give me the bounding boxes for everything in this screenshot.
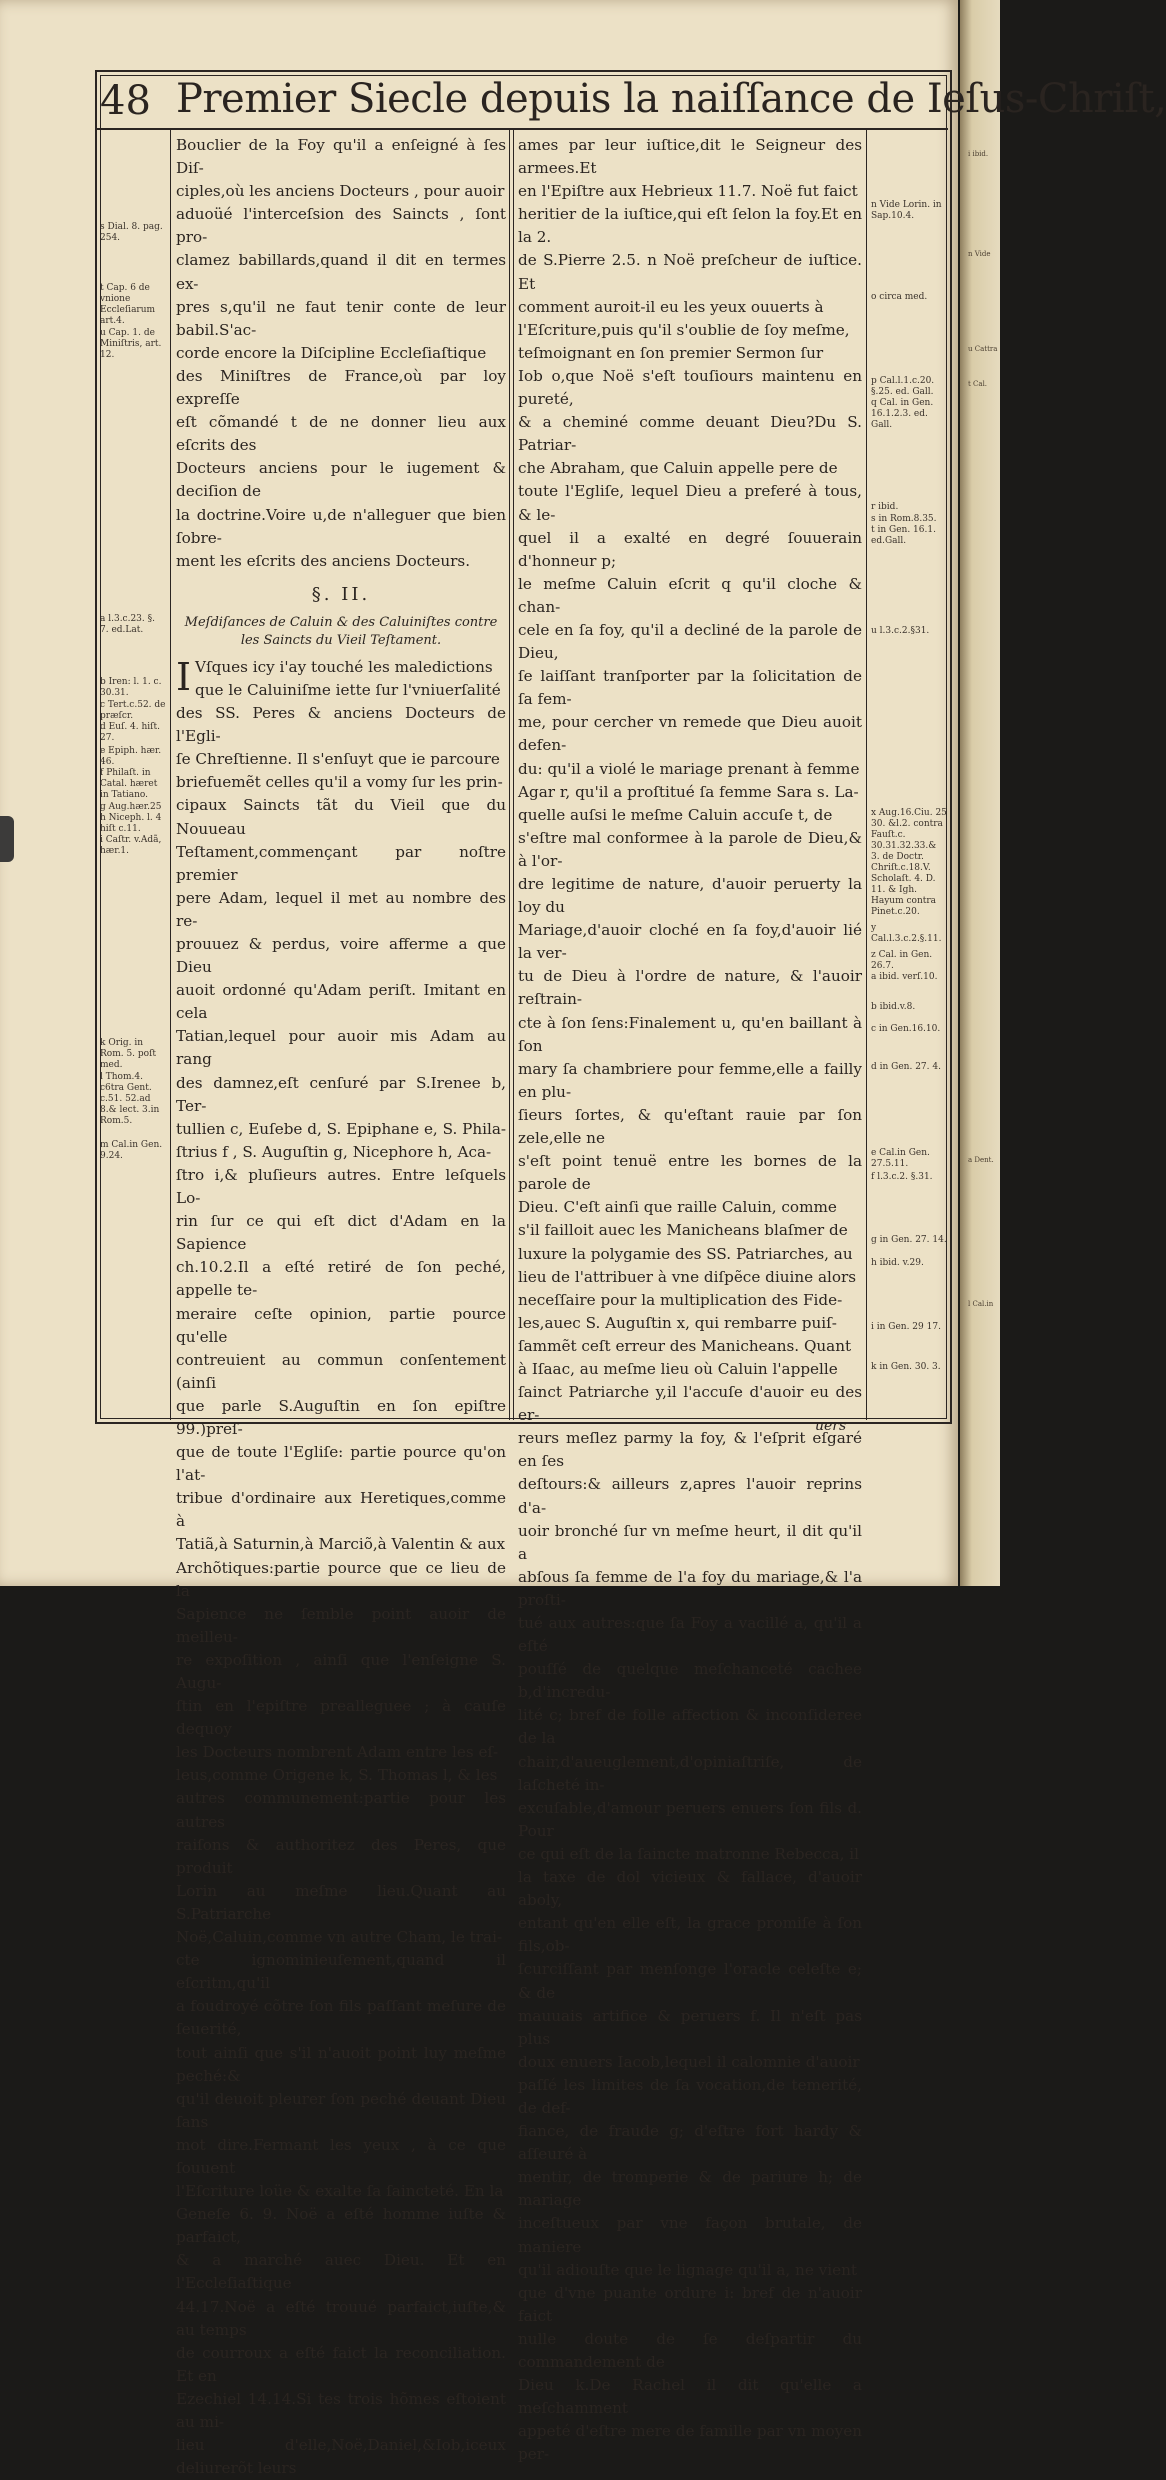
facing-page-note: n Vide (968, 250, 991, 258)
text-line: luxure la polygamie des SS. Patriarches, au (518, 1244, 853, 1263)
right-margin-rule (866, 130, 867, 1420)
text-line: la doctrine.Voire u,de n'alleguer que bien ſobre- (176, 505, 506, 547)
text-line: de courroux a eſté faict la reconciliation. Et en (176, 2343, 506, 2385)
margin-note: b Iren: l. 1. c. 30.31. (100, 677, 162, 698)
margin-note: e Cal.in Gen. 27.5.11. (871, 1148, 930, 1169)
facing-page-note: i ibid. (968, 150, 989, 158)
text-line: toute l'Egliſe, lequel Dieu a preferé à tous, & le- (518, 482, 862, 524)
text-line: contreuient au commun conſentement (ainſi (176, 1350, 506, 1392)
text-line: mary ſa chambriere pour femme,elle a failly en plu- (518, 1059, 862, 1101)
text-line: dre legitime de nature, d'auoir peruerty la loy du (518, 875, 862, 917)
text-line: l'Eſcriture loüe & exalte ſa ſaincteté. En la (176, 2182, 504, 2201)
text-line: ſe Chreſtienne. Il s'enſuyt que ie parcoure (176, 750, 500, 769)
facing-page-note: a Dent. (968, 1156, 994, 1164)
text-line: des Miniſtres de France,où par loy expreſſe (176, 366, 506, 409)
text-line: s'eſt point tenuë entre les bornes de la parole de (518, 1152, 862, 1194)
text-line: autres communement:partie pour les autres (176, 1789, 506, 1831)
text-line: ames par leur iuſtice,dit le Seigneur des armees.Et (518, 136, 862, 178)
facing-page-edge (960, 0, 1000, 1586)
text-line: ce qui eſt de la ſaincte matronne Rebecca, il (518, 1844, 859, 1863)
text-line: ciples,où les anciens Docteurs , pour auoir (176, 182, 505, 201)
text-line: s'il failloit auec les Manicheans blaſmer de (518, 1221, 848, 1240)
text-line: prouuez & perdus, voire afferme a que Dieu (176, 935, 506, 977)
text-line: des SS. Peres & anciens Docteurs de l'Egli- (176, 704, 506, 746)
text-line: ſtrius f , S. Auguſtin g, Nicephore h, Aca- (176, 1142, 492, 1161)
margin-note: q Cal. in Gen. 16.1.2.3. ed. Gall. (871, 398, 934, 430)
text-line: comment auroit-il eu les yeux ouuerts à (518, 297, 824, 316)
margin-note: u Cap. 1. de Miniſtris, art. 12. (100, 328, 162, 360)
margin-note: m Cal.in Gen. 9.24. (100, 1140, 163, 1161)
text-line: chair,d'aueuglement,d'opiniaſtriſe, de laſcheté in- (518, 1752, 862, 1794)
text-line: Docteurs anciens pour le iugement & deciſion de (176, 459, 506, 501)
text-line: re expoſition , ainſi que l'enſeigne S. Augu- (176, 1650, 506, 1692)
text-line: que le Caluiniſme iette ſur l'vniuerſalité (195, 680, 501, 699)
text-line: tu de Dieu à l'ordre de nature, & l'auoir reſtrain- (518, 967, 862, 1009)
margin-note: o circa med. (871, 292, 928, 302)
margin-note: t Cap. 6 de vnione Eccleſiarum art.4. (100, 283, 156, 326)
page-number: 48 (100, 78, 151, 124)
margin-note: x Aug.16.Ciu. 25 30. &l.2. contra Fauſt.c. 30.31.32.33.& 3. de Doctr. Chriſt.c.18.V. Scholaſt. 4. D. 11. & Igh. Hayum contra Pinet.c.20. (871, 808, 947, 917)
margin-note: z Cal. in Gen. 26.7. (871, 950, 933, 971)
text-line: eſt cõmandé t de ne donner lieu aux eſcrits des (176, 413, 506, 455)
text-line: qu'il deuoit pleurer ſon peché deuant Dieu ſans (176, 2089, 506, 2131)
text-line: raiſons & authoritez des Peres, que produit (176, 1835, 506, 1877)
margin-note: p Cal.l.1.c.20. §.25. ed. Gall. (871, 376, 935, 397)
text-line: Sapience ne ſemble point auoir de meilleu- (176, 1604, 506, 1646)
text-line: des damnez,eſt cenſuré par S.Irenee b, Ter- (176, 1073, 506, 1115)
text-line: cte à ſon ſens:Finalement u, qu'en baillant à ſon (518, 1013, 862, 1055)
text-line: Geneſe 6. 9. Noë a eſté homme iuſte & parfaict, (176, 2205, 506, 2247)
text-line: Archõtiques:partie pource que ce lieu de la (176, 1558, 506, 1600)
text-line: ſieurs ſortes, & qu'eſtant rauie par ſon zele,elle ne (518, 1105, 862, 1148)
text-line: les Docteurs nombrent Adam entre les eſ- (176, 1743, 499, 1762)
margin-note: i Caſtr. v.Adã, hær.1. (100, 835, 162, 856)
text-line: uoir bronché ſur vn meſme heurt, il dit qu'il a (518, 1521, 862, 1563)
text-line: mot dire.Fermant les yeux , à ce que ſouuent (176, 2135, 506, 2177)
text-line: qu'il adiouſte que le lignage qu'il a, ne vient (518, 2260, 857, 2279)
left-text-column (176, 134, 506, 2480)
text-line: Dieu k.De Rachel il dit qu'elle a meſchamment (518, 2376, 862, 2418)
header-rule (95, 128, 948, 130)
margin-note: b ibid.v.8. (871, 1002, 916, 1012)
catchword: uers (815, 1418, 847, 1434)
column-rule-left (509, 130, 510, 1420)
column-rule-right (513, 130, 514, 1420)
text-line: heritier de la iuſtice,qui eſt ſelon la foy.Et en la 2. (518, 205, 862, 247)
text-line: entant qu'en elle eſt, la grace promiſe à ſon fils,ob- (518, 1914, 862, 1956)
text-line: excuſable,d'amour peruers enuers ſon fils d. Pour (518, 1798, 862, 1840)
text-line: reurs meſlez parmy la foy, & l'eſprit eſgaré en ſes (518, 1429, 862, 1471)
text-line: le meſme Caluin eſcrit q qu'il cloche & chan- (518, 574, 862, 616)
margin-note: a ibid. verſ.10. (871, 972, 938, 982)
text-line: lieu de l'attribuer à vne diſpẽce diuine alors (518, 1267, 857, 1286)
text-line: rin ſur ce qui eſt dict d'Adam en la Sapience (176, 1212, 506, 1254)
text-line: tué aux autres:que ſa Foy a vacillé a, qu'il a eſté (518, 1614, 862, 1656)
text-line: cele en ſa foy, qu'il a decliné de la parole de Dieu, (518, 620, 862, 663)
text-line: lieu d'elle,Noë,Daniel,&Iob,iceux deliurerõt leurs (176, 2436, 506, 2478)
text-line: pres s,qu'il ne faut tenir conte de leur babil.S'ac- (176, 297, 506, 339)
margin-note: k Orig. in Rom. 5. poſt med. (100, 1038, 157, 1070)
text-line: quel il a exalté en degré ſouuerain d'honneur p; (518, 528, 862, 570)
right-text-column (518, 134, 862, 2466)
text-line: appeté d'eſtre mere de famille par vn moyen per- (518, 2422, 862, 2464)
margin-note: y Cal.l.3.c.2.§.11. (871, 923, 942, 944)
margin-note: k in Gen. 30. 3. (871, 1362, 941, 1372)
text-line: leus,comme Origene k, S. Thomas l, & les (176, 1766, 498, 1785)
text-line: cte ignominieuſement,quand il eſcritm,qu'il (176, 1951, 506, 1993)
text-line: mauuais artifice & peruers f. Il n'eſt pas plus (518, 2006, 862, 2048)
text-line: la taxe de dol vicieux & fallace, d'auoir aboly, (518, 1868, 862, 1910)
margin-note: d in Gen. 27. 4. (871, 1062, 941, 1072)
text-line: Tatian,lequel pour auoir mis Adam au rang (176, 1027, 506, 1069)
text-line: & a marché auec Dieu. Et en l'Eccleſiaſtique (176, 2251, 506, 2293)
left-margin-rule (170, 130, 171, 1420)
text-line: s'eſtre mal conformee à la parole de Dieu,& à l'or- (518, 828, 862, 870)
facing-page-note: t Cal. (968, 380, 988, 388)
text-line: doux enuers Iacob,lequel il calomnie d'auoir (518, 2052, 860, 2071)
text-line: ſtro i,& pluſieurs autres. Entre leſquels Lo- (176, 1165, 506, 1208)
text-line: ſtin en l'epiſtre prealleguee ; à cauſe dequoy (176, 1697, 506, 1739)
text-line: pere Adam, lequel il met au nombre des re- (176, 888, 506, 930)
facing-page-note: l Cal.in (968, 1300, 994, 1308)
text-line: cipaux Saincts tãt du Vieil que du Nouueau (176, 796, 506, 838)
text-line: Agar r, qu'il a proſtitué ſa femme Sara s. La- (518, 782, 859, 801)
text-line: lité c; bref de folle affection & inconſideree de la (518, 1706, 862, 1748)
margin-note: s in Rom.8.35. (871, 514, 937, 524)
running-title: Premier Siecle depuis la naiſſance de Ieſus-Chriſt, (176, 76, 1166, 122)
margin-note: u l.3.c.2.§31. (871, 626, 930, 636)
facing-page-note: u Cattra (968, 345, 998, 353)
text-line: 44.17.Noë a eſté trouué parfaict,iuſte,& au temps (176, 2297, 506, 2339)
text-line: deſtours:& ailleurs z,apres l'auoir reprins d'a- (518, 1475, 862, 1517)
margin-note: g in Gen. 27. 14. (871, 1235, 947, 1245)
left-column-text-after-section (176, 656, 506, 2480)
margin-note: h Niceph. l. 4 hiſt c.11. (100, 813, 162, 834)
text-line: tout ainſi que s'il n'auoit point luy meſme peché:& (176, 2043, 506, 2085)
text-line: meraire ceſte opinion, partie pource qu'elle (176, 1304, 506, 1346)
margin-note: g Aug.hær.25 (100, 802, 162, 812)
text-line: l'Eſcriture,puis qu'il s'oublie de ſoy meſme, (518, 320, 850, 339)
text-line: me, pour cercher vn remede que Dieu auoit defen- (518, 713, 862, 755)
text-line: pouſſé de quelque meſchanceté cachee b,d'incredu- (518, 1660, 862, 1702)
text-line: & a cheminé comme deuant Dieu?Du S. Patriar- (518, 413, 862, 455)
margin-note: s Dial. 8. pag. 254. (100, 222, 163, 243)
text-line: Bouclier de la Foy qu'il a enſeigné à ſes Diſ- (176, 136, 506, 178)
text-line: que parle S.Auguſtin en ſon epiſtre 99.)preſ- (176, 1396, 506, 1438)
left-column-text-before-section (176, 134, 506, 573)
text-line: mentir, de tromperie & de pariure h; de mariage (518, 2168, 862, 2210)
margin-note: l Thom.4. c6tra Gent. c.51. 52.ad 8.& lect. 3.in Rom.5. (100, 1072, 160, 1126)
text-line: en l'Epiſtre aux Hebrieux 11.7. Noë fut faict (518, 182, 858, 201)
text-line: Iob o,que Noë s'eſt touſiours maintenu en pureté, (518, 366, 862, 409)
text-line: che Abraham, que Caluin appelle pere de (518, 459, 838, 478)
text-line: clamez babillards,quand il dit en termes ex- (176, 251, 506, 293)
text-line: corde encore la Diſcipline Eccleſiaſtique (176, 343, 487, 362)
text-line: Vſques icy i'ay touché les maledictions (195, 657, 493, 676)
margin-note: r ibid. (871, 502, 899, 512)
text-line: teſmoignant en ſon premier Sermon ſur (518, 343, 824, 362)
text-line: ment les eſcrits des anciens Docteurs. (176, 551, 471, 570)
text-line: inceſtueux par vne façon brutale, de maniere (518, 2214, 862, 2256)
text-line: neceſſaire pour la multiplication des Fide- (518, 1290, 843, 1309)
drop-cap: I (176, 654, 192, 699)
section-heading: §. II. (311, 583, 371, 605)
text-line: Teſtament,commençant par noſtre premier (176, 842, 506, 884)
margin-note: c in Gen.16.10. (871, 1024, 941, 1034)
text-line: abſous ſa femme de l'a foy du mariage,& l'a proſti- (518, 1567, 862, 1609)
section-subtitle: Meſdiſances de Caluin & des Caluiniſtes contre les Saincts du Vieil Teſtament. (184, 614, 498, 648)
text-line: que d'vne puante ordure i: bref de n'auoir faict (518, 2283, 862, 2325)
margin-note: d Euſ. 4. hiſt. 27. (100, 722, 160, 743)
text-line: quelle auſsi le meſme Caluin accuſe t, de (518, 805, 833, 824)
margin-note: i in Gen. 29 17. (871, 1322, 941, 1332)
margin-note: h ibid. v.29. (871, 1258, 924, 1268)
text-line: tribue d'ordinaire aux Heretiques,comme à (176, 1489, 506, 1531)
text-line: fiance, de fraude g; d'eſtre fort hardy & aſſeuré à (518, 2122, 862, 2164)
text-line: aduoüé l'interceſsion des Saincts , ſont pro- (176, 205, 506, 247)
text-line: du: qu'il a violé le mariage prenant à femme (518, 759, 860, 778)
text-line: les,auec S. Auguſtin x, qui rembarre puiſ- (518, 1313, 837, 1332)
text-line: ſammẽt ceſt erreur des Manicheans. Quant (518, 1336, 852, 1355)
page-tab-marker (0, 816, 14, 862)
text-line: que de toute l'Egliſe: partie pource qu'on l'at- (176, 1443, 506, 1485)
margin-note: f l.3.c.2. §.31. (871, 1172, 933, 1182)
text-line: briefuemẽt celles qu'il a vomy ſur les prin- (176, 773, 503, 792)
text-line: à Iſaac, au meſme lieu où Caluin l'appelle (518, 1359, 838, 1378)
margin-note: f Philaſt. in Catal. hæret in Tatiano. (100, 768, 158, 800)
text-line: Dieu. C'eſt ainſi que raille Caluin, comme (518, 1198, 837, 1217)
text-line: tullien c, Euſebe d, S. Epiphane e, S. Phila- (176, 1119, 507, 1138)
text-line: auoit ordonné qu'Adam periſt. Imitant en cela (176, 981, 506, 1023)
margin-note: n Vide Lorin. in Sap.10.4. (871, 200, 942, 221)
text-line: Noë,Caluin,comme vn autre Cham, le trai- (176, 1928, 503, 1947)
text-line: ſe laiſſant tranſporter par la ſolicitation de ſa fem- (518, 667, 862, 709)
text-line: a foudroyé cõtre ſon fils paſſant meſure de ſeuerité, (176, 1997, 506, 2039)
text-line: Ezechiel 14.14.Si tes trois hõmes eſtoient au mi- (176, 2389, 506, 2431)
margin-note: c Tert.c.52. de præſcr. (100, 700, 166, 721)
margin-note: e Epiph. hær. 46. (100, 746, 162, 767)
text-line: nulle doute de ſe deſpartir du commandement de (518, 2329, 862, 2371)
text-line: de S.Pierre 2.5. n Noë preſcheur de iuſtice. Et (518, 251, 862, 293)
text-line: Lorin au meſme lieu.Quant au S.Patriarche (176, 1881, 506, 1923)
text-line: ſainct Patriarche y,il l'accuſe d'auoir eu des er- (518, 1383, 862, 1425)
text-line: paſſé les limites de ſa vocation,de temerité, de def- (518, 2075, 862, 2117)
margin-note: t in Gen. 16.1. ed.Gall. (871, 525, 936, 546)
text-line: ch.10.2.Il a eſté retiré de ſon peché, appelle te- (176, 1258, 506, 1300)
text-line: ſcurciſſant par menſonge l'oracle celeſte e; & de (518, 1960, 862, 2002)
text-line: Mariage,d'auoir cloché en ſa foy,d'auoir lié la ver- (518, 921, 862, 963)
margin-note: a l.3.c.23. §. 7. ed.Lat. (100, 614, 155, 635)
text-line: Tatiã,à Saturnin,à Marciõ,à Valentin & aux (176, 1535, 506, 1554)
